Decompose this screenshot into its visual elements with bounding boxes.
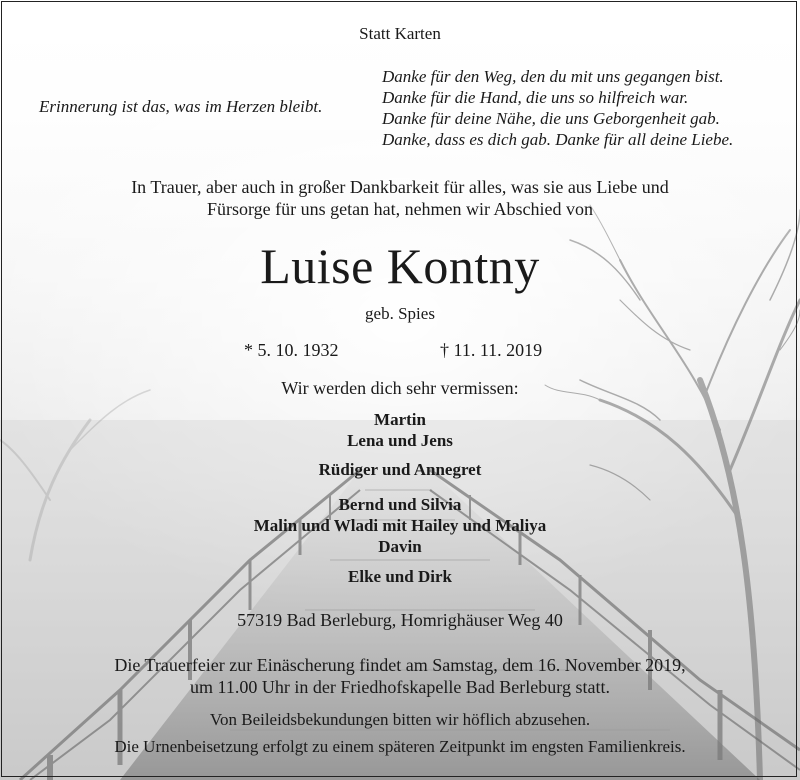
poem-line: Danke für den Weg, den du mit uns gegangen bist. xyxy=(382,67,724,86)
poem-line: Danke für deine Nähe, die uns Geborgenheit gab. xyxy=(382,109,720,128)
memory-quote: Erinnerung ist das, was im Herzen bleibt. xyxy=(39,97,323,116)
funeral-info xyxy=(0,654,800,698)
maiden-name: geb. Spies xyxy=(365,304,435,323)
header-title: Statt Karten xyxy=(359,24,441,43)
funeral-line: Die Trauerfeier zur Einäscherung findet am Samstag, dem 16. November 2019, xyxy=(114,655,686,675)
family-member: Bernd und Silvia xyxy=(338,495,462,514)
poem-line: Danke, dass es dich gab. Danke für all deine Liebe. xyxy=(382,130,734,149)
intro-text xyxy=(0,176,800,220)
family-member: Malin und Wladi mit Hailey und Maliya xyxy=(253,516,547,535)
miss-line: Wir werden dich sehr vermissen: xyxy=(281,378,519,398)
poem-line: Danke für die Hand, die uns so hilfreich war. xyxy=(382,88,689,107)
family-member: Davin xyxy=(378,537,422,556)
death-date: † 11. 11. 2019 xyxy=(440,340,543,360)
family-member: Elke und Dirk xyxy=(348,567,452,586)
intro-line: Fürsorge für uns getan hat, nehmen wir Abschied von xyxy=(206,199,594,219)
family-member: Lena und Jens xyxy=(347,431,453,450)
intro-line: In Trauer, aber auch in großer Dankbarkeit für alles, was sie aus Liebe und xyxy=(131,177,669,197)
funeral-line: um 11.00 Uhr in der Friedhofskapelle Bad Berleburg statt. xyxy=(190,677,610,697)
urn-burial-note: Die Urnenbeisetzung erfolgt zu einem späteren Zeitpunkt im engsten Familienkreis. xyxy=(114,737,686,756)
family-member: Martin xyxy=(374,410,426,429)
condolence-note: Von Beileidsbekundungen bitten wir höflich abzusehen. xyxy=(209,710,591,729)
thanks-poem xyxy=(382,66,733,150)
deceased-name: Luise Kontny xyxy=(260,238,540,294)
address: 57319 Bad Berleburg, Homrighäuser Weg 40 xyxy=(237,610,563,630)
family-member: Rüdiger und Annegret xyxy=(318,460,482,479)
birth-date: * 5. 10. 1932 xyxy=(244,340,339,360)
